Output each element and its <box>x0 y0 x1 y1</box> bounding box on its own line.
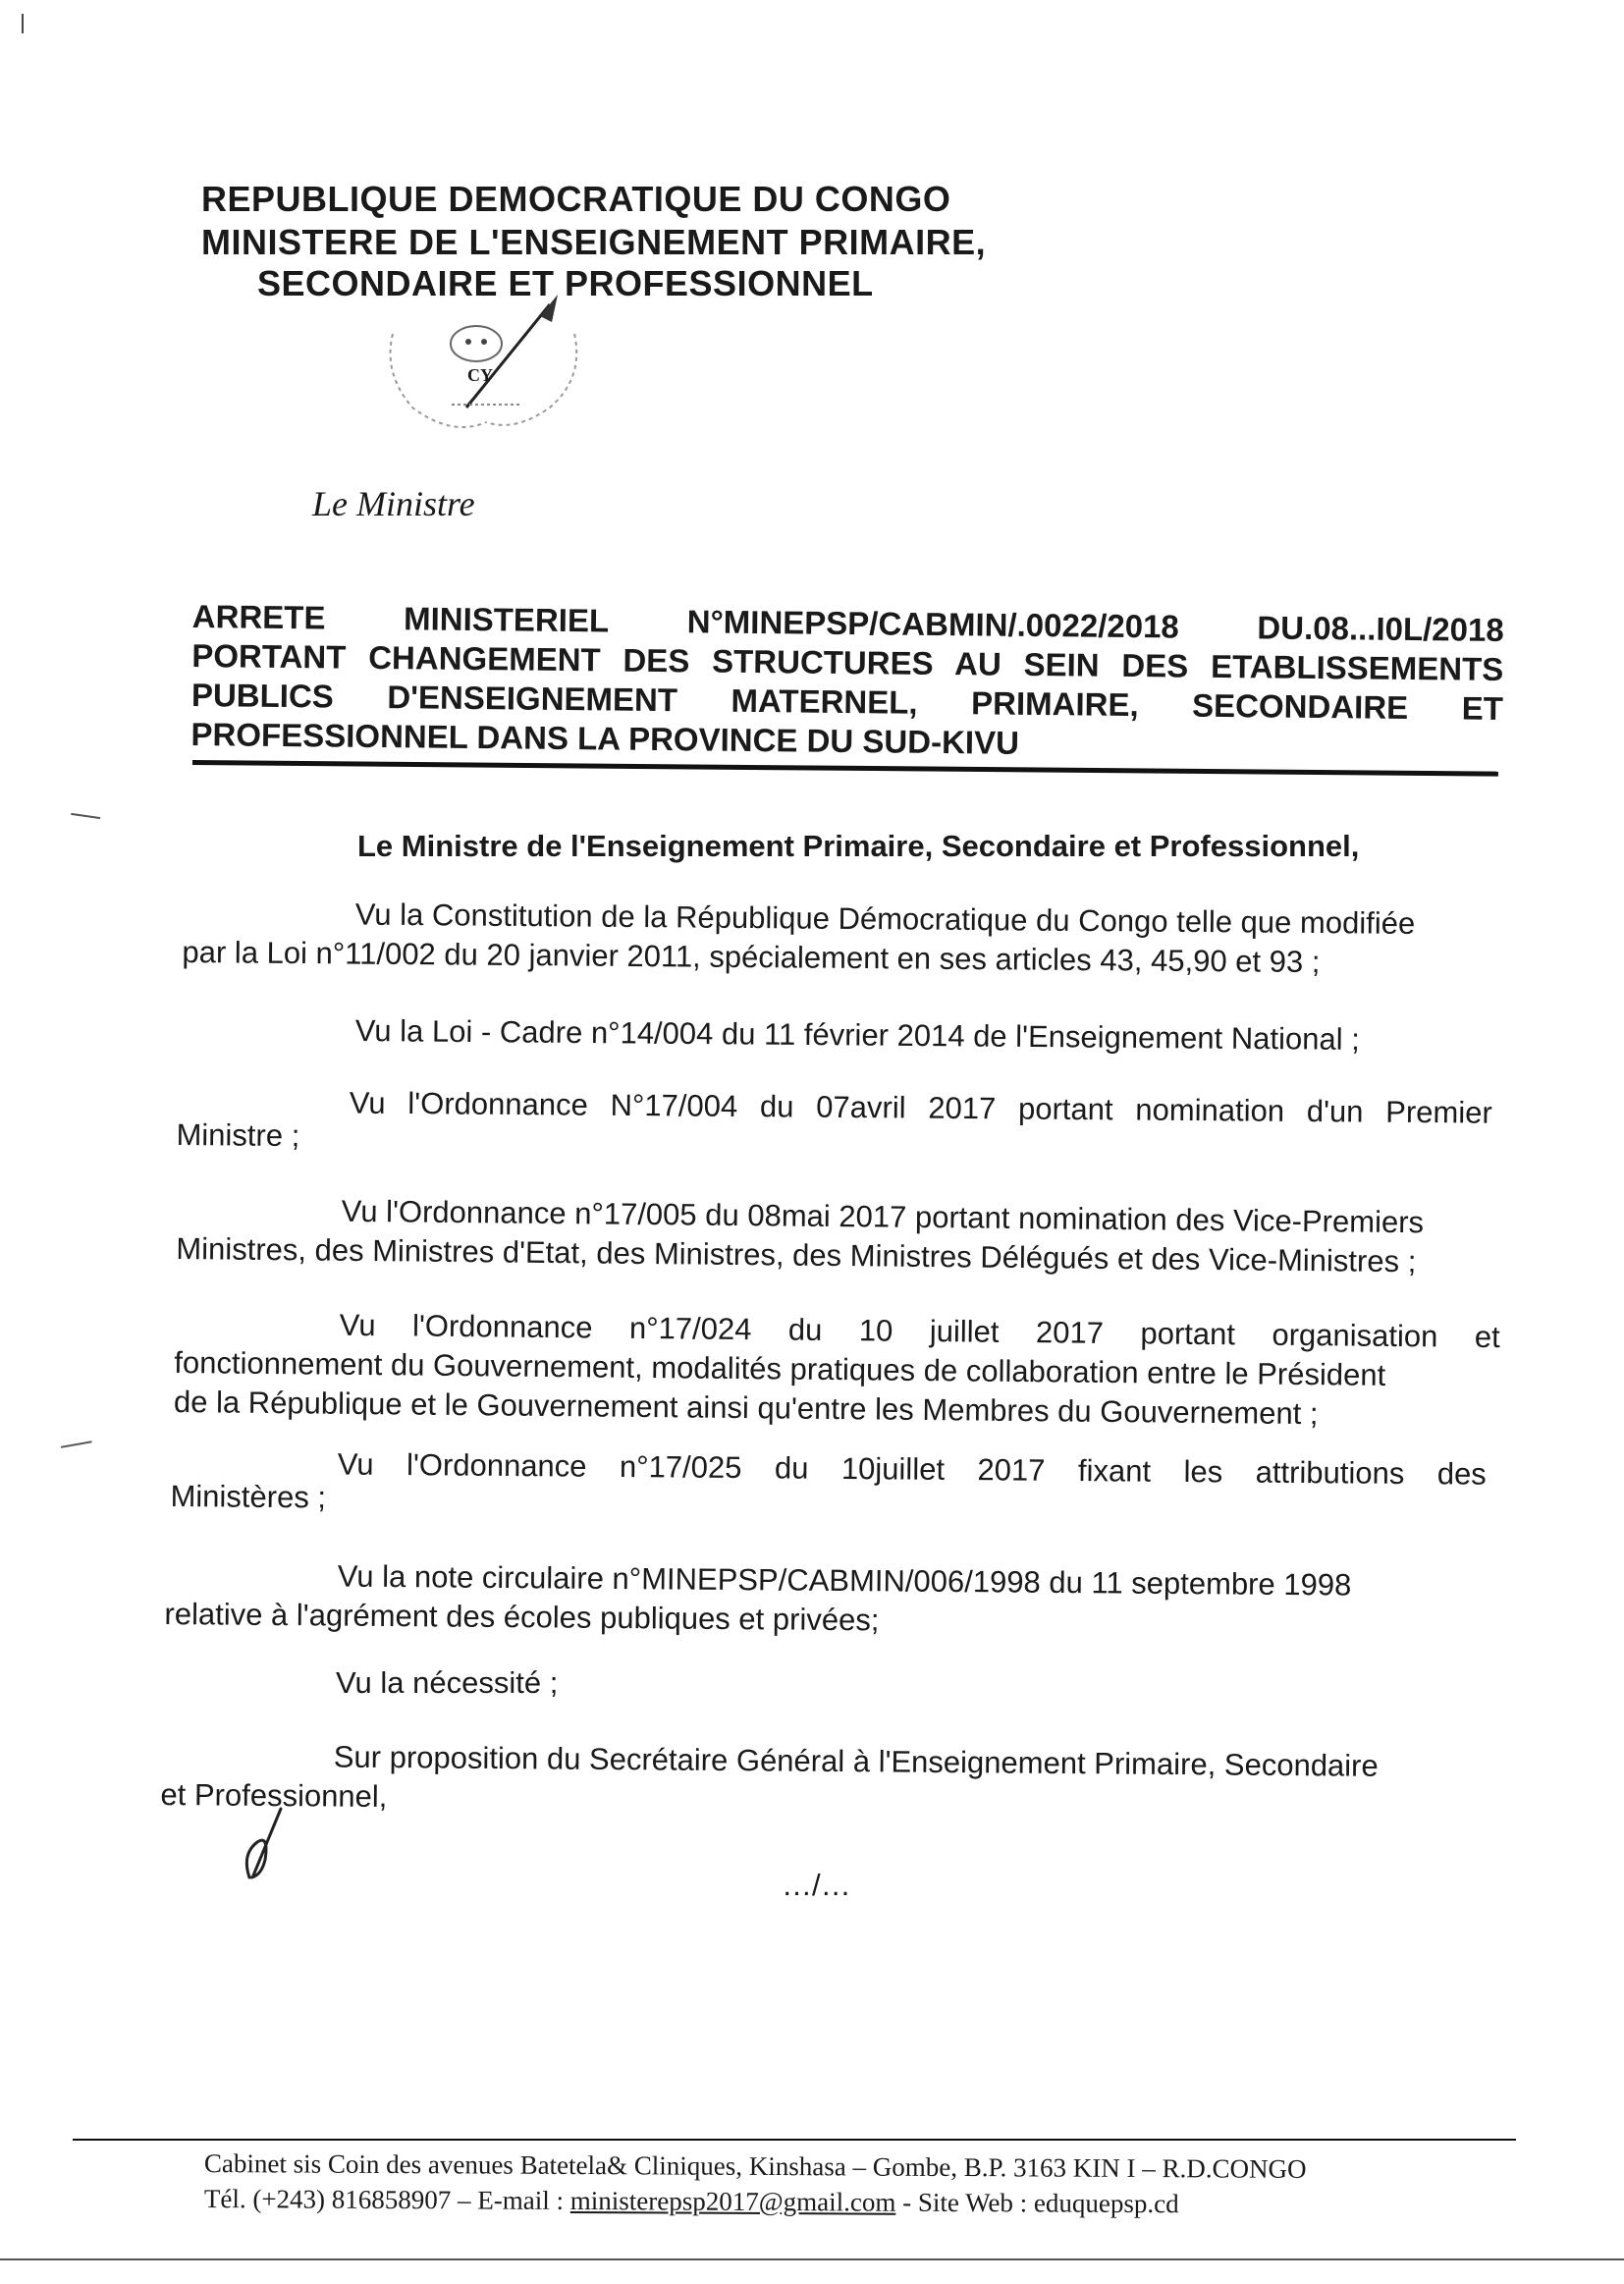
emblem-letters: CY <box>467 365 493 385</box>
signatory-title: Le Ministre <box>312 484 475 523</box>
consideration-premier-ministre: Vu l'Ordonnance N°17/004 du 07avril 2017 portant nomination d'un Premier Ministre ; <box>176 1085 1492 1154</box>
consideration-necessite: Vu la nécessité ; <box>336 1665 559 1700</box>
page-continuation-mark: …/… <box>782 1868 851 1902</box>
scan-mark-left-1 <box>71 813 100 822</box>
consideration-gouvernement: Vu l'Ordonnance n°17/005 du 08mai 2017 portant nomination des Vice-Premiers Ministres, des Ministres d'Etat, des Ministres, des Ministres Délégués et des Vice-Ministres ; <box>176 1193 1425 1279</box>
bottom-edge-line <box>0 2258 1624 2260</box>
decree-title-ministeriel: MINISTERIEL <box>403 600 610 639</box>
footer-contacts <box>204 2182 1179 2220</box>
scan-mark-top <box>22 14 24 33</box>
consideration-attributions: Vu l'Ordonnance n°17/025 du 10juillet 2017 fixant les attributions des Ministères ; <box>170 1446 1487 1515</box>
consideration-loi-cadre: Vu la Loi - Cadre n°14/004 du 11 février 2014 de l'Enseignement National ; <box>354 1012 1360 1057</box>
decree-title <box>190 597 1504 768</box>
ministry-name-line2: SECONDAIRE ET PROFESSIONNEL <box>257 263 874 303</box>
scan-mark-left-2 <box>61 1441 92 1450</box>
decree-date: DU.08...I0L/2018 <box>1257 609 1504 648</box>
decree-title-line4: PROFESSIONNEL DANS LA PROVINCE DU SUD-KIVU <box>190 715 1020 761</box>
consideration-note-circulaire: Vu la note circulaire n°MINEPSP/CABMIN/006/1998 du 11 septembre 1998 relative à l'agrément des écoles publiques et privées; <box>164 1558 1352 1638</box>
decree-title-arrete: ARRETE <box>191 597 326 636</box>
consideration-proposition: Sur proposition du Secrétaire Général à l'Enseignement Primaire, Secondaire et Professionnel, <box>160 1739 1379 1815</box>
handwritten-initial <box>236 1805 295 1883</box>
footer-email-link[interactable]: ministerepsp2017@gmail.com <box>569 2185 896 2217</box>
footer-website: - Site Web : eduquepsp.cd <box>895 2187 1179 2219</box>
country-name: REPUBLIQUE DEMOCRATIQUE DU CONGO <box>201 179 951 219</box>
footer-rule <box>73 2139 1516 2141</box>
decree-title-line3: PUBLICS D'ENSEIGNEMENT MATERNEL, PRIMAIRE, SECONDAIRE ET <box>190 676 1504 727</box>
decree-title-line2: PORTANT CHANGEMENT DES STRUCTURES AU SEIN DES ETABLISSEMENTS <box>191 636 1504 687</box>
consideration-constitution: Vu la Constitution de la République Démocratique du Congo telle que modifiée par la Loi n°11/002 du 20 janvier 2011, spécialement en ses articles 43, 45,90 et 93 ; <box>182 897 1416 980</box>
ministry-name-line1: MINISTERE DE L'ENSEIGNEMENT PRIMAIRE, <box>201 222 987 262</box>
consideration-fonctionnement: Vu l'Ordonnance n°17/024 du 10 juillet 2017 portant organisation et fonctionnement du Gouvernement, modalités pratiques de collaboration entre le Président de la République et le Gouvernement ainsi qu'entre les Membres du Gouvernement ; <box>173 1307 1500 1432</box>
footer-telephone: Tél. (+243) 816858907 – E-mail : <box>203 2184 570 2215</box>
footer-address: Cabinet sis Coin des avenues Batetela& Cliniques, Kinshasa – Gombe, B.P. 3163 KIN I – R.D.CONGO <box>203 2148 1307 2184</box>
decree-reference-number: N°MINEPSP/CABMIN/.0022/2018 <box>686 603 1179 645</box>
preamble: Le Ministre de l'Enseignement Primaire, Secondaire et Professionnel, <box>357 829 1360 863</box>
coat-of-arms-emblem <box>373 295 589 442</box>
